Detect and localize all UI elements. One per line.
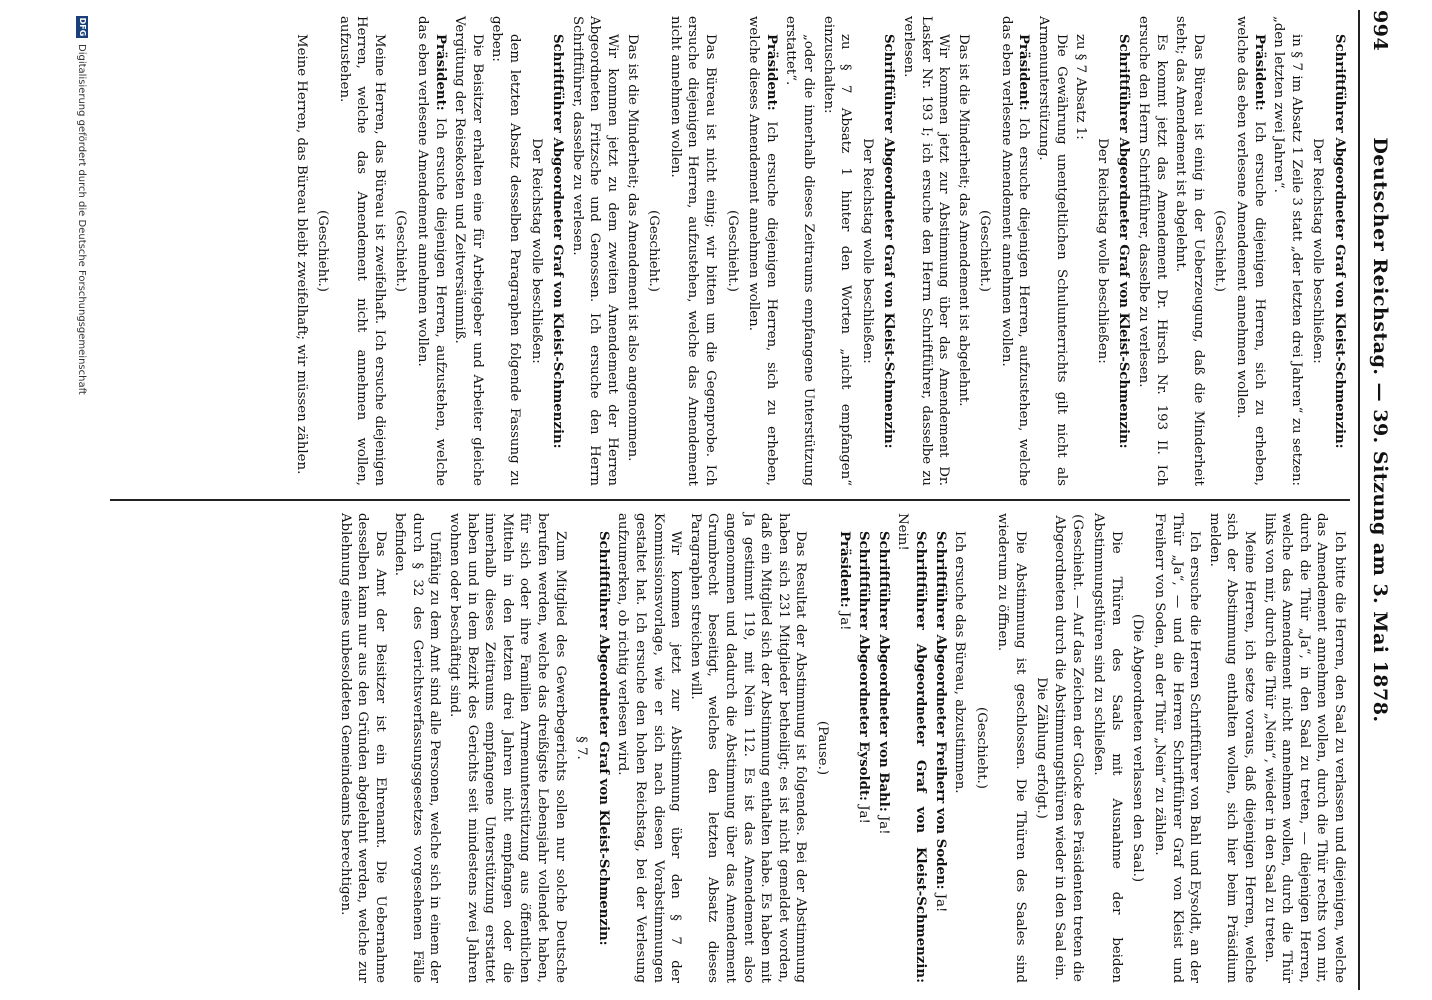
paragraph: Schriftführer Abgeordneter Eysoldt: Ja!: [856, 531, 872, 824]
paragraph: Das Büreau ist nicht einig; wir bitten um die Gegenprobe. Ich ersuche diejenigen Herren, aufzustehen, welche das Amendement nicht annehmen wollen.: [667, 16, 718, 486]
paragraph: Die Thüren des Saals mit Ausnahme der beiden Abstimmungsthüren sind zu schließen.: [1091, 513, 1124, 983]
paragraph: Der Reichstag wolle beschließen:: [859, 138, 875, 364]
paragraph: Die Gewährung unentgeltlichen Schulunterrichts gilt nicht als Armenunterstützung.: [1036, 16, 1069, 486]
paragraph: zu § 7 Absatz 1 hinter den Worten „nicht empfangen“ einzuschalten:: [820, 16, 854, 486]
paragraph: (Geschieht. — Auf das Zeichen der Glocke des Präsidenten treten die Abgeordneten durch die Abstimmungsthüren wieder in den Saal ein. Die Zählung erfolgt.): [1034, 514, 1085, 982]
paragraph: Meine Herren, das Büreau ist zweifelhaft. Ich ersuche diejenigen Herren, welche das Amendement nicht annehmen wollen, aufzustehen.: [336, 16, 387, 486]
paragraph: Das Amt der Beisitzer ist ein Ehrenamt. Die Uebernahme desselben kann nur aus den Gründen abgelehnt werden, welche zur Ablehnung eines unbesoldeten Gemeindeamts berechtigen.: [337, 513, 388, 983]
rotated-page: [26, 10, 1406, 990]
paragraph: Schriftführer Abgeordneter Graf von Kleist-Schmenzin:: [881, 34, 897, 449]
paragraph: Ich ersuche das Büreau, abzustimmen.: [952, 531, 968, 794]
paragraph: Schriftführer Abgeordneter Graf von Kleist-Schmenzin:: [595, 531, 611, 946]
paragraph: Wir kommen jetzt zur Abstimmung über das Amendement Dr. Lasker Nr. 193 I; ich ersuche den Herrn Schriftführer, dasselbe zu verlesen.: [900, 16, 952, 486]
paragraph: zu § 7 Absatz 1:: [1073, 34, 1089, 140]
paragraph: Präsident: Ich ersuche diejenigen Herren, aufzustehen, welche das eben verlesene Amendement annehmen wollen.: [415, 16, 448, 486]
paragraph: Das Resultat der Abstimmung ist folgendes. Bei der Abstimmung haben sich 231 Mitglieder betheiligt; es ist nicht gemeldet worden, daß ein Mitglied sich der Abstimmung enthalten habe. Es haben mit Ja gestimmt 119, mit Nein 112. Es ist das Amendement also angenommen und dadurch die Abstimmung über das Amendement Grumbrecht beseitigt, welches den letzten Absatz dieses Paragraphen streichen will.: [687, 513, 809, 983]
paragraph: Meine Herren, das Büreau bleibt zweifelhaft; wir müssen zählen.: [293, 34, 309, 475]
paragraph: Präsident: Ich ersuche diejenigen Herren, aufzustehen, welche das eben verlesene Amendement annehmen wollen.: [998, 16, 1032, 486]
paragraph: Ich ersuche die Herren Schriftführer von Bahl und Eysoldt, an der Thür „Ja“, — und die Herren Schriftführer Graf von Kleist und Freiherr von Soden, an der Thür „Nein“ zu zählen.: [1152, 513, 1203, 983]
paragraph: Wir kommen jetzt zur Abstimmung über den § 7 der Kommissionsvorlage, wie er sich nach diesen Vorabstimmungen gestaltet hat. Ich ersuche den hohen Reichstag, bei der Verlesung aufzumerken, ob richtig verlesen wird.: [615, 513, 684, 983]
paragraph: (Geschieht.): [393, 210, 409, 292]
paragraph: (Geschieht.): [646, 210, 662, 292]
paragraph: Schriftführer Abgeordneter von Bahl: Ja!: [875, 531, 891, 835]
column-divider: [110, 499, 1350, 501]
paragraph: (Pause.): [814, 720, 830, 776]
paragraph: (Geschieht.): [973, 707, 989, 789]
paragraph: Schriftführer Abgeordneter Graf von Kleist-Schmenzin: Nein!: [895, 513, 928, 983]
paragraph: Schriftführer Abgeordneter Freiherr von Soden: Ja!: [932, 531, 948, 913]
paragraph: Präsident: Ich ersuche diejenigen Herren, sich zu erheben, welche dieses Amendement annehmen wollen.: [746, 16, 779, 486]
paragraph: (Geschieht.): [977, 210, 993, 292]
paragraph: Die Beisitzer erhalten eine für Arbeitgeber und Arbeiter gleiche Vergütung der Reisekosten und Zeitversäumniß.: [452, 16, 485, 486]
page-number: 994: [1369, 10, 1391, 52]
paragraph: (Geschieht.): [724, 210, 740, 292]
paragraph: Es kommt jetzt das Amendement Dr. Hirsch Nr. 193 II. Ich ersuche den Herrn Schriftführer, dasselbe zu verlesen.: [1136, 16, 1169, 486]
paragraph: Präsident: Ich ersuche diejenigen Herren, sich zu erheben, welche das eben verlesene Amendement annehmen wollen.: [1234, 16, 1267, 486]
paragraph: Ich bitte die Herren, den Saal zu verlassen und diejenigen, welche das Amendement annehmen wollen, durch die Thür rechts von mir, durch die Thür „Ja“, in den Saal zu treten, — diejenigen Herren, welche das Amendement nicht annehmen wollen, durch die Thür links von mir, durch die Thür „Nein“, wieder in den Saal zu treten.: [1261, 513, 1347, 983]
paragraph: Präsident: Ja!: [836, 531, 852, 631]
paragraph: (Geschieht.): [1212, 210, 1228, 292]
paragraph: Der Reichstag wolle beschließen:: [528, 138, 544, 364]
paragraph: (Die Abgeordneten verlassen den Saal.): [1130, 613, 1146, 883]
dfg-logo-icon: DFG: [78, 17, 87, 37]
footer-text: Digitalisierung gefördert durch die Deutsche Forschungsgemeinschaft: [76, 44, 88, 395]
digitization-footer: [76, 16, 88, 996]
page-header: [1362, 10, 1398, 990]
paragraph: § 7.: [574, 736, 590, 760]
paragraph: Der Reichstag wolle beschließen:: [1310, 138, 1326, 364]
paragraph: Meine Herren, ich setze voraus, daß diejenigen Herren, welche sich der Abstimmung enthalten wollen, sich hier beim Präsidium melden.: [1206, 513, 1258, 983]
paragraph: Das ist die Minderheit; das Amendement ist abgelehnt.: [955, 34, 971, 407]
paragraph: Zum Mitglied des Gewerbegerichts sollen nur solche Deutsche berufen werden, welche das dreißigste Lebensjahr vollendet haben, für sich oder ihre Familien Armenunterstützung aus öffentlichen Mitteln in den letzten drei Jahren nicht empfangen oder die innerhalb dieses Zeitraums empfangene Unterstützung erstattet haben und in dem Bezirk des Gerichts seit mindestens zwei Jahren wohnen oder beschäftigt sind.: [447, 513, 568, 983]
left-column: [290, 16, 1348, 486]
page-title: Deutscher Reichstag. — 39. Sitzung am 3. Mai 1878.: [1369, 137, 1391, 723]
paragraph: Die Abstimmung ist geschlossen. Die Thüren des Saales sind wiederum zu öffnen.: [995, 513, 1028, 983]
paragraph: Das Büreau ist einig in der Ueberzeugung, daß die Minderheit steht; das Amendement ist abgelehnt.: [1173, 16, 1206, 486]
paragraph: Schriftführer Abgeordneter Graf von Kleist-Schmenzin:: [1332, 34, 1347, 449]
paragraph: dem letzten Absatz desselben Paragraphen folgende Fassung zu geben:: [489, 16, 523, 486]
paragraph: Schriftführer Abgeordneter Graf von Kleist-Schmenzin:: [1116, 34, 1132, 449]
paragraph: Der Reichstag wolle beschließen:: [1094, 138, 1110, 364]
paragraph: Das ist die Minderheit; das Amendement ist also angenommen.: [624, 34, 640, 462]
paragraph: Wir kommen jetzt zu dem zweiten Amendement der Herren Abgeordneten Fritzsche und Genossen. Ich ersuche den Herrn Schriftführer, dasselbe zu verlesen.: [569, 16, 621, 486]
page-content: [106, 10, 1406, 990]
paragraph: Unfähig zu dem Amt sind alle Personen, welche sich in einem der durch § 32 des Gerichtsverfassungsgesetzes vorgesehenen Fälle befinden.: [392, 513, 443, 983]
right-column: [334, 513, 1348, 983]
header-rule: [1358, 10, 1360, 990]
paragraph: „oder die innerhalb dieses Zeitraums empfangene Unterstützung erstattet“.: [783, 16, 816, 486]
paragraph: in § 7 im Absatz 1 Zeile 3 statt „der letzten drei Jahren“ zu setzen: „den letzten zwei Jahren“.: [1271, 16, 1304, 486]
paragraph: (Geschieht.): [315, 210, 331, 292]
paragraph: Schriftführer Abgeordneter Graf von Kleist-Schmenzin:: [550, 34, 566, 449]
